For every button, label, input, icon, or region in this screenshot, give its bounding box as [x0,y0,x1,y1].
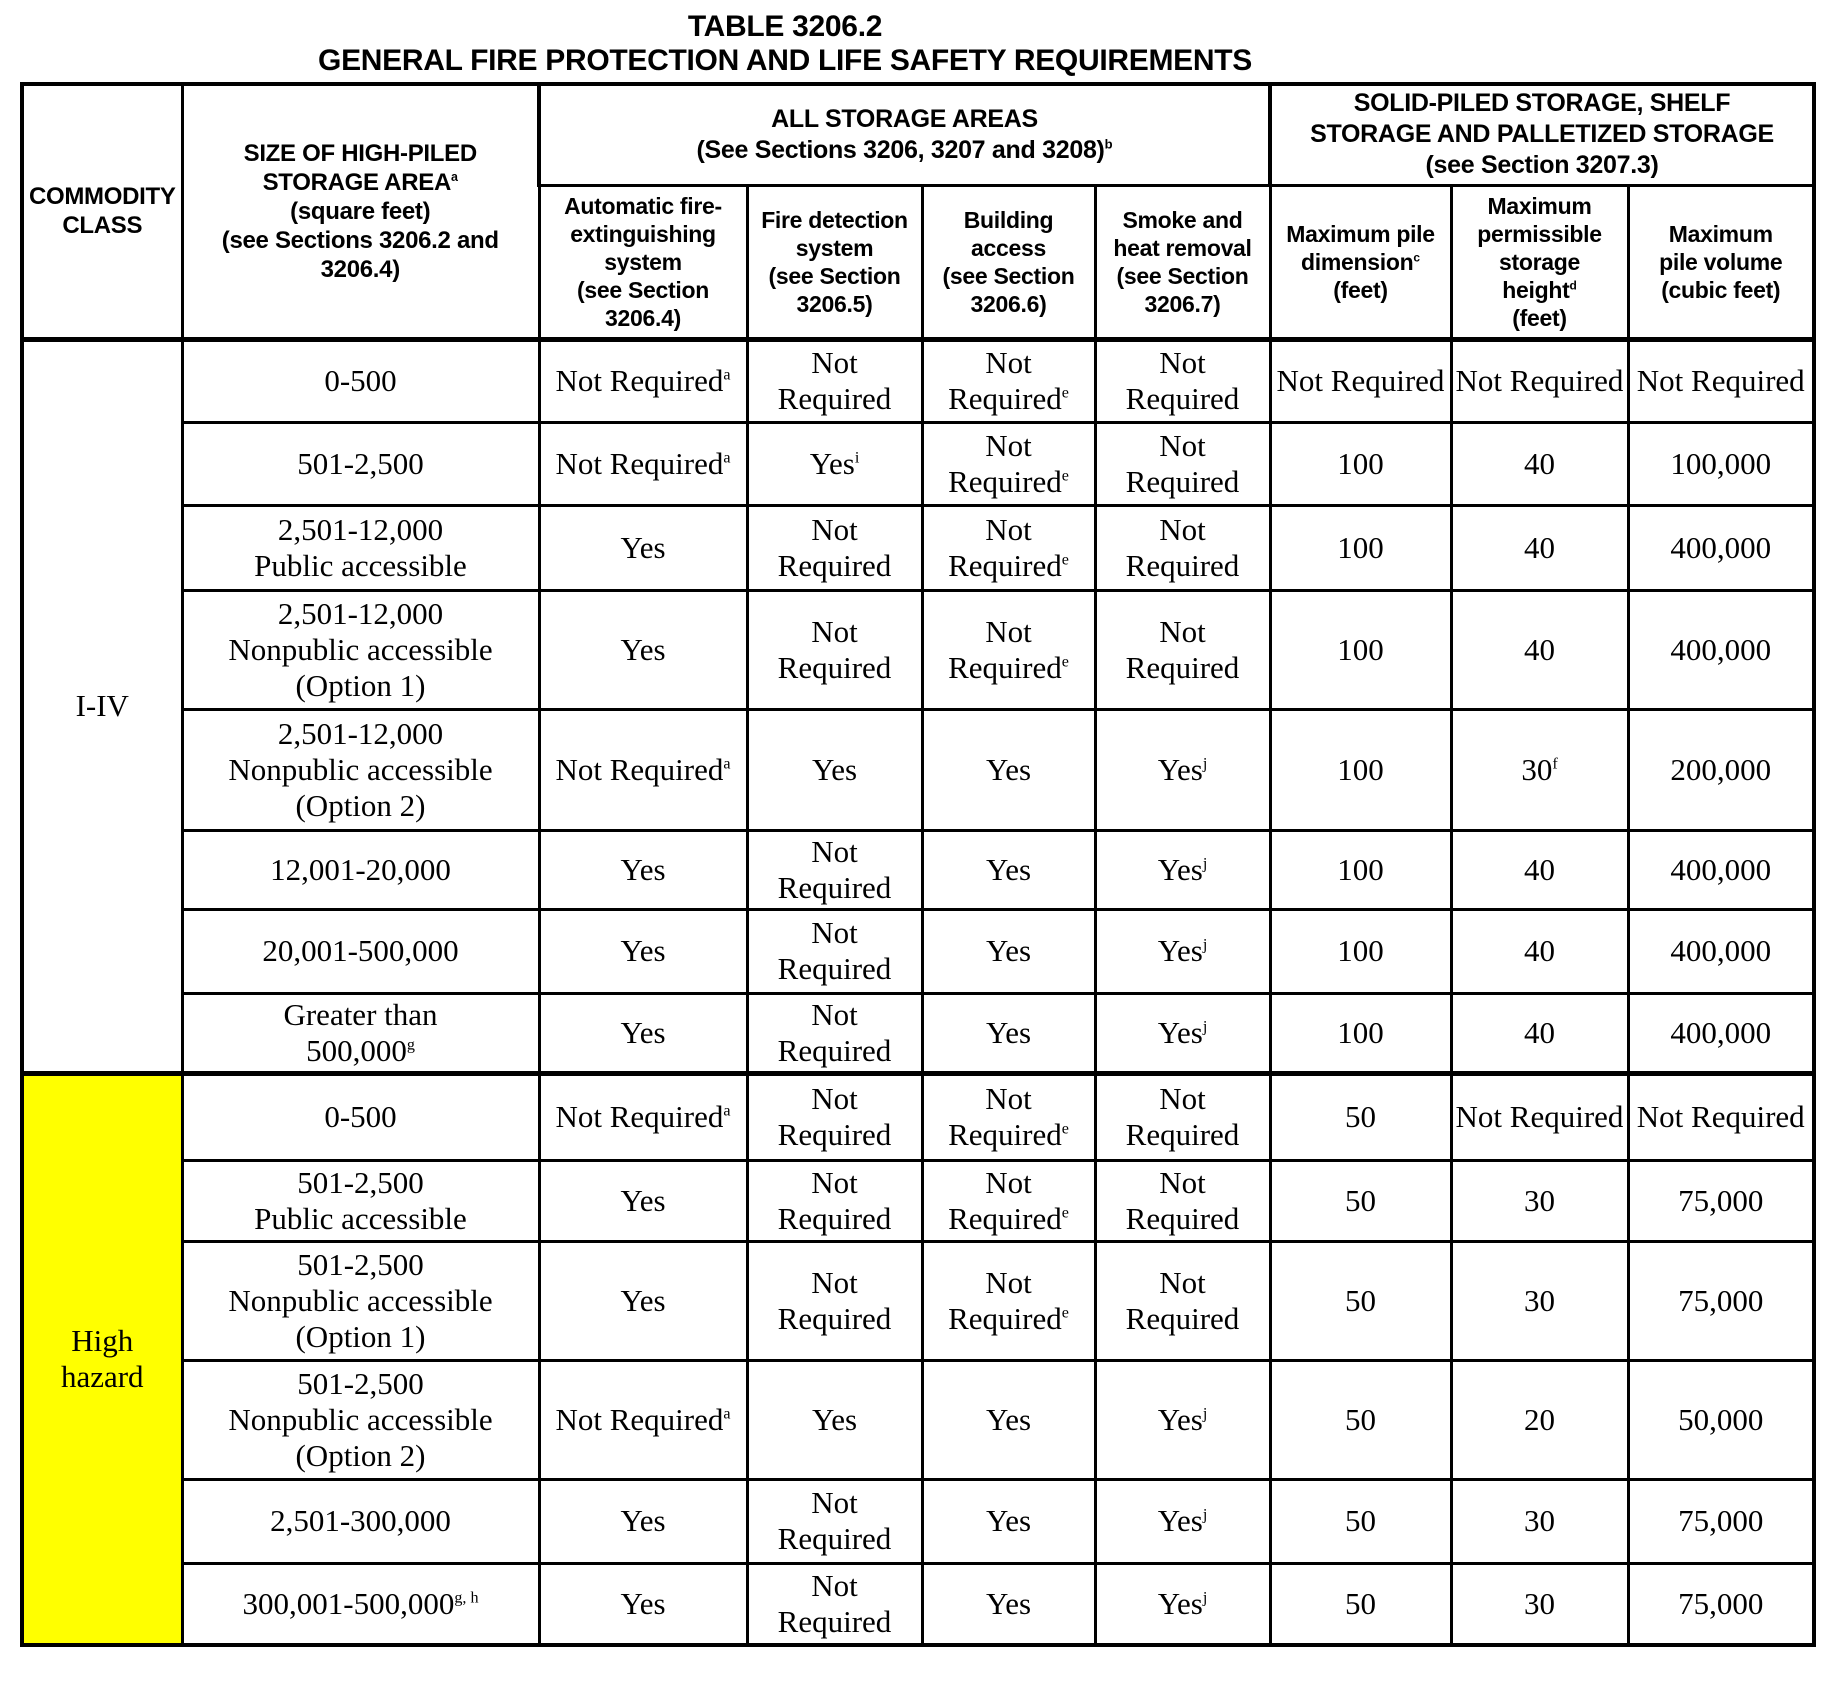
cell-max-pile-volume: Not Required [1628,1073,1814,1160]
cell-max-pile-volume: 400,000 [1628,909,1814,993]
header-max-pile-dimension: Maximum pile dimension$^c$ (feet) [1270,185,1451,339]
cell-storage-size: 2,501-300,000 [182,1479,539,1563]
table-row [22,422,1814,505]
commodity-group-cell: I-IV [22,339,182,1073]
cell-max-pile-volume: 100,000 [1628,422,1814,505]
header-smoke-heat-removal: Smoke and heat removal (see Section 3206.7) [1095,185,1270,339]
fire-protection-requirements-table [20,82,1816,1647]
cell-max-pile-dimension: 100 [1270,422,1451,505]
cell-max-pile-dimension: 50 [1270,1360,1451,1479]
cell-max-pile-dimension: 50 [1270,1479,1451,1563]
cell-fire-detection: Not Required [747,1241,922,1360]
cell-building-access: Not Required$^e$ [922,339,1095,422]
cell-max-storage-height: 40 [1451,590,1628,709]
cell-storage-size: 501-2,500 Public accessible [182,1160,539,1241]
cell-max-pile-dimension: 100 [1270,909,1451,993]
cell-fire-detection: Not Required [747,1160,922,1241]
cell-max-pile-volume: 75,000 [1628,1479,1814,1563]
cell-max-storage-height: 30 [1451,1479,1628,1563]
cell-fire-detection: Not Required [747,993,922,1073]
table-row [22,1160,1814,1241]
cell-auto-fire-extinguishing: Yes [539,830,747,909]
cell-smoke-heat-removal: Not Required [1095,422,1270,505]
cell-building-access: Yes [922,993,1095,1073]
cell-max-storage-height: 30 [1451,1241,1628,1360]
cell-storage-size: Greater than 500,000$^g$ [182,993,539,1073]
cell-fire-detection: Not Required [747,339,922,422]
header-building-access: Building access (see Section 3206.6) [922,185,1095,339]
header-max-storage-height: Maximum permissible storage height$^d$ (feet) [1451,185,1628,339]
header-solid-piled-storage: SOLID-PILED STORAGE, SHELF STORAGE AND PALLETIZED STORAGE (see Section 3207.3) [1270,84,1814,185]
table-row [22,1241,1814,1360]
cell-building-access: Not Required$^e$ [922,505,1095,590]
header-auto-fire-extinguishing: Automatic fire- extinguishing system (see Section 3206.4) [539,185,747,339]
table-row [22,993,1814,1073]
cell-smoke-heat-removal: Not Required [1095,1160,1270,1241]
cell-smoke-heat-removal: Yes$^j$ [1095,1479,1270,1563]
cell-max-storage-height: Not Required [1451,1073,1628,1160]
cell-building-access: Not Required$^e$ [922,1073,1095,1160]
table-title [20,10,1550,78]
table-caption: GENERAL FIRE PROTECTION AND LIFE SAFETY REQUIREMENTS [318,44,1252,77]
cell-auto-fire-extinguishing: Not Required$^a$ [539,1073,747,1160]
cell-fire-detection: Not Required [747,1563,922,1645]
cell-fire-detection: Yes$^i$ [747,422,922,505]
table-row [22,505,1814,590]
cell-max-pile-dimension: 50 [1270,1563,1451,1645]
cell-fire-detection: Not Required [747,830,922,909]
cell-auto-fire-extinguishing: Not Required$^a$ [539,422,747,505]
cell-fire-detection: Not Required [747,1479,922,1563]
cell-auto-fire-extinguishing: Yes [539,1479,747,1563]
cell-storage-size: 2,501-12,000 Public accessible [182,505,539,590]
cell-max-pile-dimension: 100 [1270,505,1451,590]
cell-max-pile-dimension: 100 [1270,993,1451,1073]
cell-storage-size: 501-2,500 Nonpublic accessible (Option 1) [182,1241,539,1360]
cell-max-storage-height: 30$^f$ [1451,709,1628,830]
cell-max-pile-dimension: 50 [1270,1241,1451,1360]
header-max-pile-volume: Maximum pile volume (cubic feet) [1628,185,1814,339]
cell-storage-size: 2,501-12,000 Nonpublic accessible (Option 2) [182,709,539,830]
cell-max-pile-volume: 75,000 [1628,1563,1814,1645]
cell-max-storage-height: Not Required [1451,339,1628,422]
cell-max-pile-volume: 400,000 [1628,505,1814,590]
cell-max-storage-height: 30 [1451,1160,1628,1241]
cell-building-access: Yes [922,909,1095,993]
cell-max-storage-height: 30 [1451,1563,1628,1645]
cell-max-storage-height: 40 [1451,505,1628,590]
table-row [22,909,1814,993]
cell-building-access: Yes [922,1360,1095,1479]
cell-auto-fire-extinguishing: Yes [539,993,747,1073]
cell-smoke-heat-removal: Not Required [1095,590,1270,709]
cell-auto-fire-extinguishing: Not Required$^a$ [539,339,747,422]
cell-max-pile-volume: 400,000 [1628,830,1814,909]
cell-storage-size: 0-500 [182,1073,539,1160]
cell-auto-fire-extinguishing: Not Required$^a$ [539,1360,747,1479]
cell-max-pile-volume: 50,000 [1628,1360,1814,1479]
cell-building-access: Not Required$^e$ [922,590,1095,709]
table-row [22,590,1814,709]
cell-fire-detection: Not Required [747,1073,922,1160]
table-row [22,1360,1814,1479]
cell-auto-fire-extinguishing: Yes [539,590,747,709]
table-row [22,709,1814,830]
cell-storage-size: 501-2,500 Nonpublic accessible (Option 2) [182,1360,539,1479]
cell-storage-size: 12,001-20,000 [182,830,539,909]
header-group-row [22,84,1814,185]
cell-fire-detection: Yes [747,709,922,830]
cell-fire-detection: Not Required [747,590,922,709]
cell-building-access: Not Required$^e$ [922,1160,1095,1241]
table-row [22,339,1814,422]
cell-max-pile-dimension: Not Required [1270,339,1451,422]
table-row [22,1073,1814,1160]
cell-auto-fire-extinguishing: Yes [539,1563,747,1645]
cell-building-access: Not Required$^e$ [922,422,1095,505]
header-commodity-class: COMMODITY CLASS [22,84,182,339]
cell-max-pile-volume: 75,000 [1628,1160,1814,1241]
cell-storage-size: 501-2,500 [182,422,539,505]
table-row [22,1563,1814,1645]
cell-max-pile-dimension: 100 [1270,830,1451,909]
cell-building-access: Yes [922,1563,1095,1645]
cell-smoke-heat-removal: Not Required [1095,1073,1270,1160]
cell-max-storage-height: 40 [1451,830,1628,909]
cell-max-storage-height: 40 [1451,993,1628,1073]
cell-fire-detection: Yes [747,1360,922,1479]
cell-smoke-heat-removal: Not Required [1095,339,1270,422]
cell-storage-size: 2,501-12,000 Nonpublic accessible (Option 1) [182,590,539,709]
cell-max-storage-height: 40 [1451,909,1628,993]
cell-fire-detection: Not Required [747,505,922,590]
cell-auto-fire-extinguishing: Yes [539,505,747,590]
cell-max-pile-volume: Not Required [1628,339,1814,422]
cell-smoke-heat-removal: Yes$^j$ [1095,993,1270,1073]
cell-max-pile-volume: 75,000 [1628,1241,1814,1360]
cell-building-access: Not Required$^e$ [922,1241,1095,1360]
cell-auto-fire-extinguishing: Yes [539,1241,747,1360]
cell-smoke-heat-removal: Yes$^j$ [1095,1360,1270,1479]
cell-max-pile-volume: 400,000 [1628,590,1814,709]
header-all-storage-areas: ALL STORAGE AREAS (See Sections 3206, 3207 and 3208)$^b$ [539,84,1270,185]
cell-max-pile-volume: 200,000 [1628,709,1814,830]
cell-building-access: Yes [922,830,1095,909]
cell-smoke-heat-removal: Yes$^j$ [1095,909,1270,993]
cell-max-pile-dimension: 100 [1270,709,1451,830]
cell-max-pile-dimension: 50 [1270,1073,1451,1160]
cell-smoke-heat-removal: Yes$^j$ [1095,1563,1270,1645]
cell-smoke-heat-removal: Not Required [1095,505,1270,590]
cell-max-storage-height: 40 [1451,422,1628,505]
cell-auto-fire-extinguishing: Not Required$^a$ [539,709,747,830]
header-storage-area-size: SIZE OF HIGH-PILED STORAGE AREA$^a$ (square feet) (see Sections 3206.2 and 3206.4) [182,84,539,339]
commodity-group-cell: High hazard [22,1073,182,1645]
cell-auto-fire-extinguishing: Yes [539,909,747,993]
cell-max-pile-volume: 400,000 [1628,993,1814,1073]
cell-storage-size: 20,001-500,000 [182,909,539,993]
cell-storage-size: 300,001-500,000$^{g, h}$ [182,1563,539,1645]
cell-smoke-heat-removal: Yes$^j$ [1095,830,1270,909]
cell-smoke-heat-removal: Not Required [1095,1241,1270,1360]
cell-building-access: Yes [922,709,1095,830]
cell-auto-fire-extinguishing: Yes [539,1160,747,1241]
cell-max-pile-dimension: 50 [1270,1160,1451,1241]
header-fire-detection: Fire detection system (see Section 3206.5) [747,185,922,339]
table-number: TABLE 3206.2 [687,10,883,43]
cell-fire-detection: Not Required [747,909,922,993]
table-row [22,1479,1814,1563]
cell-building-access: Yes [922,1479,1095,1563]
cell-smoke-heat-removal: Yes$^j$ [1095,709,1270,830]
cell-max-storage-height: 20 [1451,1360,1628,1479]
table-row [22,830,1814,909]
cell-storage-size: 0-500 [182,339,539,422]
cell-max-pile-dimension: 100 [1270,590,1451,709]
